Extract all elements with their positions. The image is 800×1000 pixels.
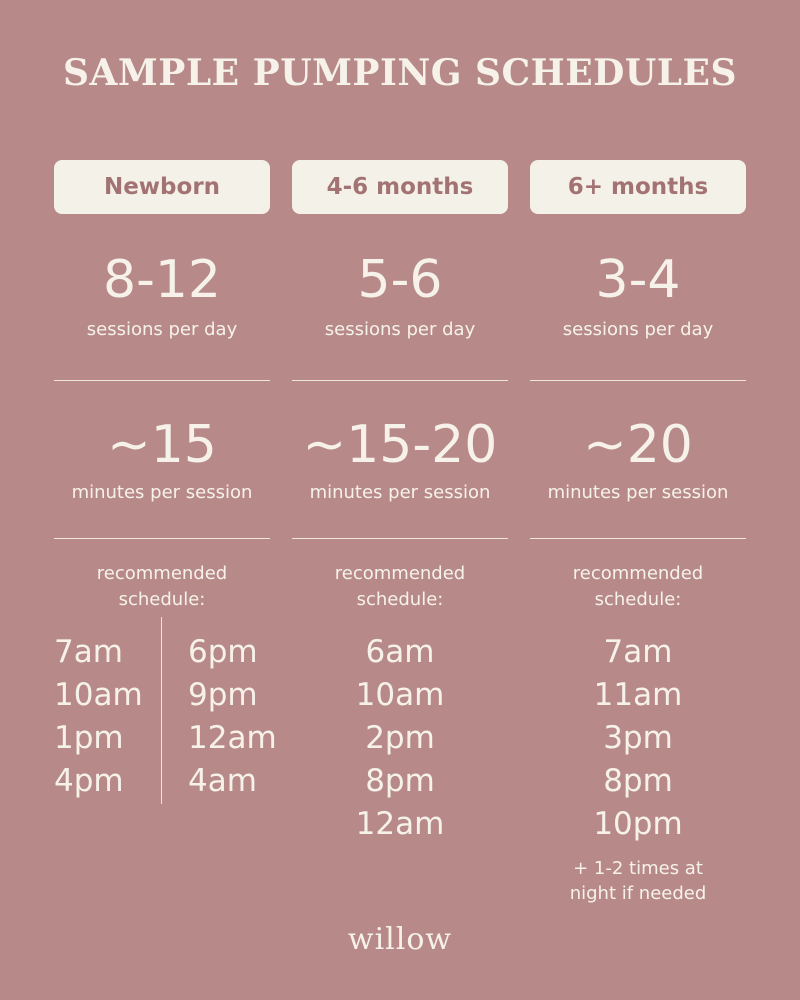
- recommended-line-1: recommended: [572, 563, 704, 584]
- time-list: [530, 631, 746, 846]
- page-title: SAMPLE PUMPING SCHEDULES: [62, 52, 737, 94]
- sessions-caption: sessions per day: [562, 319, 714, 340]
- time-item: 1pm: [54, 720, 124, 756]
- minutes-value: ~15-20: [302, 415, 498, 475]
- recommended-heading: [54, 561, 270, 613]
- divider: [530, 380, 746, 381]
- time-item: 4pm: [54, 763, 124, 799]
- recommended-line-1: recommended: [96, 563, 228, 584]
- time-item: 4am: [188, 763, 257, 799]
- night-note-line-1: + 1-2 times at: [573, 858, 703, 879]
- time-item: 10am: [355, 677, 445, 713]
- stage-label: 4-6 months: [292, 160, 508, 214]
- time-item: 7am: [603, 634, 673, 670]
- divider: [530, 538, 746, 539]
- schedule-column-6-plus-months: [530, 160, 746, 906]
- time-item: 8pm: [365, 763, 435, 799]
- sessions-count: 3-4: [595, 250, 681, 310]
- divider: [54, 538, 270, 539]
- time-list: [292, 631, 508, 846]
- time-list-left: [54, 631, 143, 803]
- recommended-heading: [292, 561, 508, 613]
- minutes-caption: minutes per session: [309, 482, 491, 503]
- minutes-value: ~20: [583, 415, 693, 475]
- stage-label: 6+ months: [530, 160, 746, 214]
- minutes-value: ~15: [107, 415, 217, 475]
- vertical-divider: [161, 617, 162, 804]
- time-item: 3pm: [603, 720, 673, 756]
- recommended-line-2: schedule:: [594, 589, 682, 610]
- time-item: 10am: [54, 677, 143, 713]
- schedule-column-newborn: [54, 160, 277, 811]
- sessions-caption: sessions per day: [86, 319, 238, 340]
- night-note: [530, 856, 746, 906]
- time-item: 8pm: [603, 763, 673, 799]
- night-note-line-2: night if needed: [569, 883, 707, 904]
- time-item: 6am: [365, 634, 435, 670]
- schedule-column-4-6-months: [292, 160, 508, 846]
- time-item: 12am: [355, 806, 445, 842]
- minutes-caption: minutes per session: [71, 482, 253, 503]
- time-item: 11am: [593, 677, 683, 713]
- time-item: 7am: [54, 634, 123, 670]
- time-item: 6pm: [188, 634, 258, 670]
- stage-label: Newborn: [54, 160, 270, 214]
- divider: [292, 538, 508, 539]
- divider: [292, 380, 508, 381]
- divider: [54, 380, 270, 381]
- sessions-count: 8-12: [102, 250, 221, 310]
- sessions-caption: sessions per day: [324, 319, 476, 340]
- minutes-caption: minutes per session: [547, 482, 729, 503]
- time-list: [54, 631, 277, 811]
- time-list-right: [188, 631, 277, 803]
- time-item: 10pm: [593, 806, 683, 842]
- recommended-line-2: schedule:: [118, 589, 206, 610]
- time-item: 2pm: [365, 720, 435, 756]
- time-item: 9pm: [188, 677, 258, 713]
- recommended-line-2: schedule:: [356, 589, 444, 610]
- brand-logo: willow: [347, 922, 453, 957]
- sessions-count: 5-6: [357, 250, 443, 310]
- recommended-heading: [530, 561, 746, 613]
- recommended-line-1: recommended: [334, 563, 466, 584]
- time-item: 12am: [188, 720, 277, 756]
